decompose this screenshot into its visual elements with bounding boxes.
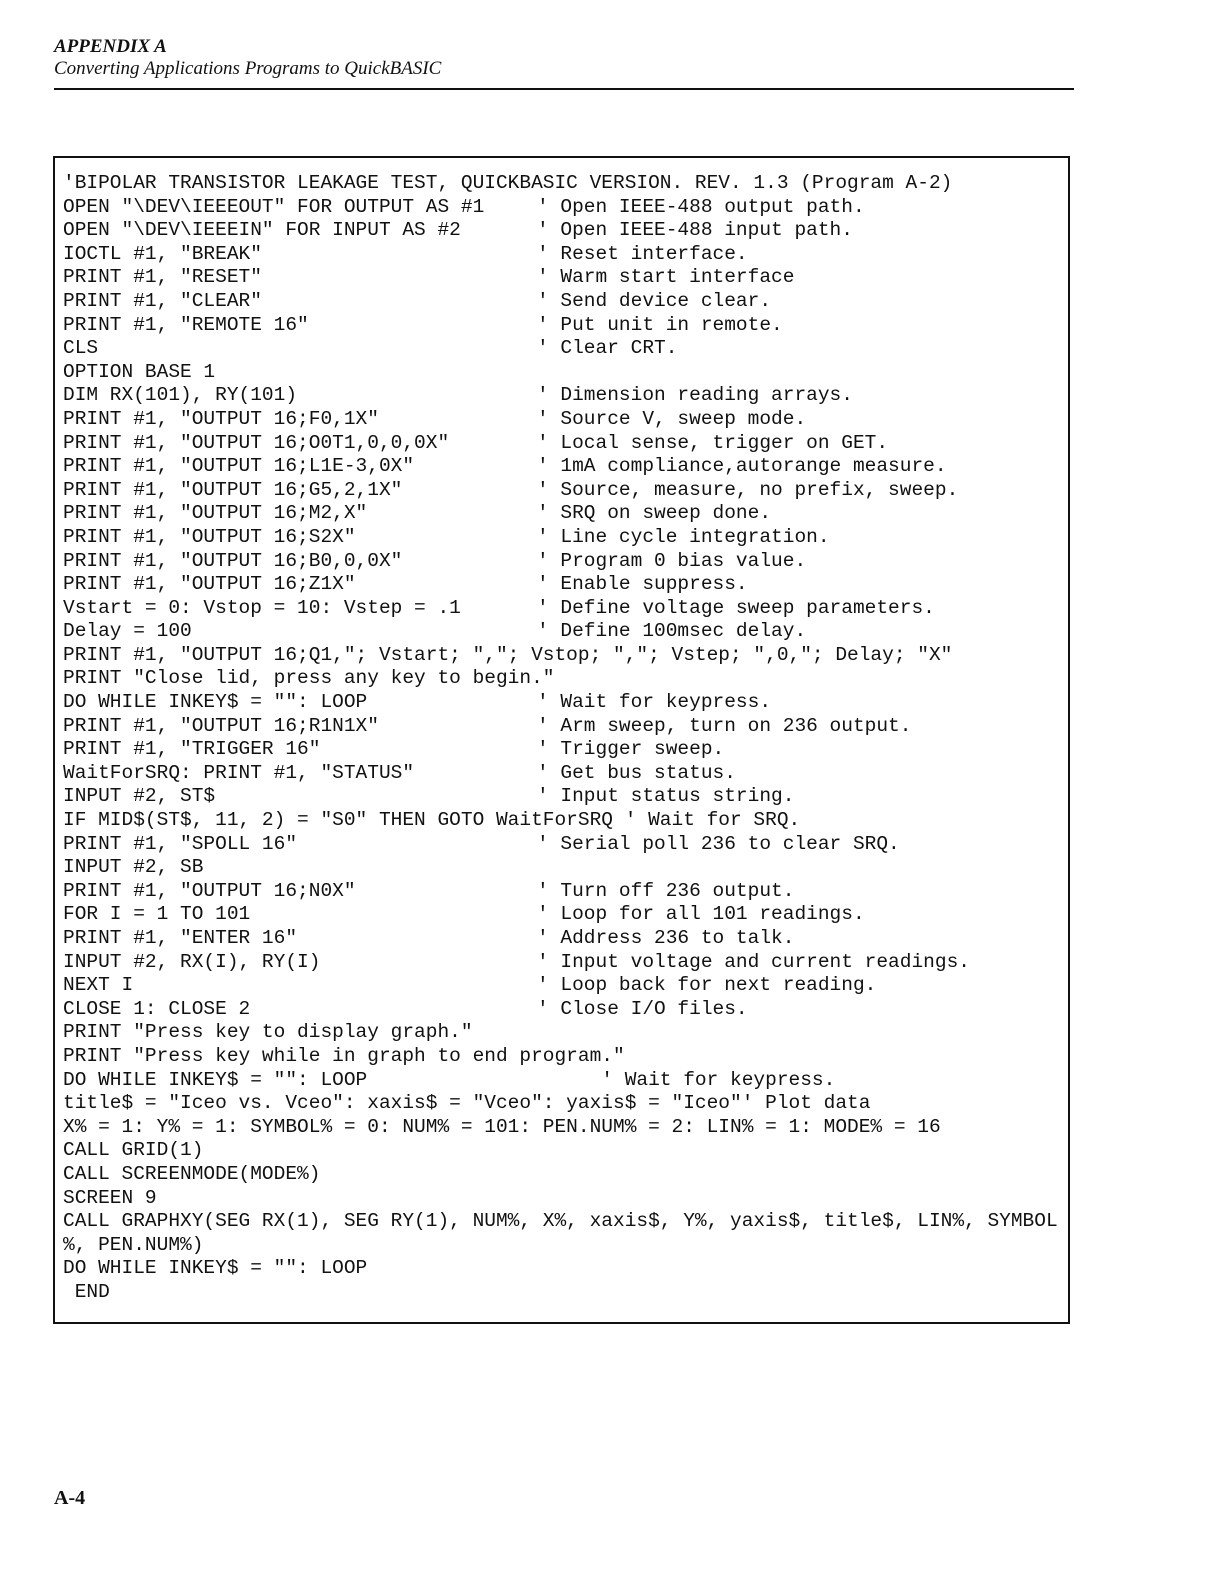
code-statement: OPEN "\DEV\IEEEIN" FOR INPUT AS #2 <box>63 219 461 242</box>
code-comment: ' Define voltage sweep parameters. <box>537 596 935 619</box>
code-statement: SCREEN 9 <box>63 1186 157 1209</box>
code-statement: PRINT #1, "TRIGGER 16" <box>63 738 321 761</box>
code-line <box>63 361 1063 385</box>
code-statement: NEXT I <box>63 974 134 997</box>
code-statement: X% = 1: Y% = 1: SYMBOL% = 0: NUM% = 101: PEN.NUM% = 2: LIN% = 1: MODE% = 16 <box>63 1115 941 1138</box>
code-line <box>63 998 1063 1022</box>
code-statement: IF MID$(ST$, 11, 2) = "S0" THEN GOTO WaitForSRQ ' Wait for SRQ. <box>63 809 801 832</box>
code-line <box>63 455 1063 479</box>
code-line <box>63 1092 1063 1116</box>
code-line <box>63 785 1063 809</box>
page-header <box>54 36 1074 80</box>
code-statement: IOCTL #1, "BREAK" <box>63 242 262 265</box>
code-comment: ' Trigger sweep. <box>537 738 725 761</box>
code-comment: ' Dimension reading arrays. <box>537 384 853 407</box>
code-line <box>63 196 1063 220</box>
code-statement: DO WHILE INKEY$ = "": LOOP <box>63 691 368 714</box>
code-line <box>63 243 1063 267</box>
code-line <box>63 290 1063 314</box>
code-line <box>63 314 1063 338</box>
code-statement: CALL GRAPHXY(SEG RX(1), SEG RY(1), NUM%, X%, xaxis$, Y%, yaxis$, title$, LIN%, SYMBOL <box>63 1210 1058 1233</box>
code-line <box>63 172 1063 196</box>
code-statement: DO WHILE INKEY$ = "": LOOP ' Wait for keypress. <box>63 1068 836 1091</box>
code-line <box>63 927 1063 951</box>
code-line <box>63 1139 1063 1163</box>
code-line <box>63 1281 1063 1305</box>
code-statement: Vstart = 0: Vstop = 10: Vstep = .1 <box>63 596 461 619</box>
code-statement: %, PEN.NUM%) <box>63 1233 204 1256</box>
code-comment: ' Turn off 236 output. <box>537 879 795 902</box>
code-line <box>63 550 1063 574</box>
code-comment: ' Wait for keypress. <box>537 691 772 714</box>
code-line <box>63 432 1063 456</box>
code-line <box>63 1116 1063 1140</box>
code-statement: PRINT #1, "OUTPUT 16;Z1X" <box>63 573 356 596</box>
code-statement: PRINT "Press key to display graph." <box>63 1021 473 1044</box>
code-line <box>63 479 1063 503</box>
code-comment: ' Input status string. <box>537 785 795 808</box>
appendix-subtitle: Converting Applications Programs to QuickBASIC <box>54 58 442 79</box>
code-statement: CALL GRID(1) <box>63 1139 204 1162</box>
code-comment: ' Open IEEE-488 input path. <box>537 219 853 242</box>
code-line <box>63 809 1063 833</box>
page-number: A-4 <box>54 1487 86 1509</box>
code-comment: ' Clear CRT. <box>537 337 678 360</box>
code-line <box>63 833 1063 857</box>
code-line <box>63 951 1063 975</box>
code-statement: INPUT #2, ST$ <box>63 785 216 808</box>
code-statement: INPUT #2, RX(I), RY(I) <box>63 950 321 973</box>
code-line <box>63 880 1063 904</box>
code-comment: ' Local sense, trigger on GET. <box>537 431 889 454</box>
code-line <box>63 1045 1063 1069</box>
code-line <box>63 1187 1063 1211</box>
code-statement: PRINT #1, "RESET" <box>63 266 262 289</box>
code-line <box>63 597 1063 621</box>
code-line <box>63 762 1063 786</box>
code-comment: ' Put unit in remote. <box>537 313 783 336</box>
code-line <box>63 1234 1063 1258</box>
code-line <box>63 502 1063 526</box>
code-statement: OPEN "\DEV\IEEEOUT" FOR OUTPUT AS #1 <box>63 195 485 218</box>
code-line <box>63 1069 1063 1093</box>
code-line <box>63 573 1063 597</box>
code-statement: INPUT #2, SB <box>63 856 204 879</box>
code-line <box>63 384 1063 408</box>
code-statement: PRINT #1, "OUTPUT 16;L1E-3,0X" <box>63 455 415 478</box>
code-statement: DO WHILE INKEY$ = "": LOOP <box>63 1257 368 1280</box>
appendix-label: APPENDIX A <box>54 36 167 57</box>
code-comment: ' 1mA compliance,autorange measure. <box>537 455 947 478</box>
code-line <box>63 1257 1063 1281</box>
code-comment: ' SRQ on sweep done. <box>537 502 772 525</box>
code-line <box>63 691 1063 715</box>
code-statement: WaitForSRQ: PRINT #1, "STATUS" <box>63 761 415 784</box>
code-statement: PRINT #1, "OUTPUT 16;R1N1X" <box>63 714 379 737</box>
code-statement: CLS <box>63 337 99 360</box>
code-statement: PRINT #1, "OUTPUT 16;M2,X" <box>63 502 368 525</box>
code-statement: PRINT #1, "OUTPUT 16;O0T1,0,0,0X" <box>63 431 450 454</box>
code-comment: ' Line cycle integration. <box>537 525 830 548</box>
code-line <box>63 337 1063 361</box>
code-statement: PRINT "Press key while in graph to end program." <box>63 1044 625 1067</box>
code-comment: ' Serial poll 236 to clear SRQ. <box>537 832 900 855</box>
code-comment: ' Close I/O files. <box>537 997 748 1020</box>
code-line <box>63 526 1063 550</box>
code-comment: ' Arm sweep, turn on 236 output. <box>537 714 912 737</box>
code-statement: PRINT #1, "OUTPUT 16;S2X" <box>63 525 356 548</box>
code-statement: 'BIPOLAR TRANSISTOR LEAKAGE TEST, QUICKBASIC VERSION. REV. 1.3 (Program A-2) <box>63 172 953 194</box>
code-comment: ' Define 100msec delay. <box>537 620 807 643</box>
code-line <box>63 974 1063 998</box>
code-comment: ' Send device clear. <box>537 289 772 312</box>
code-comment: ' Enable suppress. <box>537 573 748 596</box>
code-statement: CALL SCREENMODE(MODE%) <box>63 1162 321 1185</box>
code-statement: Delay = 100 <box>63 620 192 643</box>
code-comment: ' Address 236 to talk. <box>537 927 795 949</box>
code-line <box>63 408 1063 432</box>
code-line <box>63 620 1063 644</box>
code-line <box>63 903 1063 927</box>
code-comment: ' Input voltage and current readings. <box>537 950 970 973</box>
code-statement: PRINT #1, "OUTPUT 16;N0X" <box>63 879 356 902</box>
program-listing <box>63 172 1063 1305</box>
code-statement: PRINT #1, "OUTPUT 16;Q1,"; Vstart; ","; Vstop; ","; Vstep; ",0,"; Delay; "X" <box>63 643 953 666</box>
code-statement: END <box>63 1280 110 1303</box>
code-line <box>63 667 1063 691</box>
code-statement: PRINT #1, "SPOLL 16" <box>63 832 298 855</box>
code-comment: ' Open IEEE-488 output path. <box>537 195 865 218</box>
code-statement: PRINT #1, "OUTPUT 16;G5,2,1X" <box>63 478 403 501</box>
code-statement: PRINT #1, "CLEAR" <box>63 289 262 312</box>
code-line <box>63 266 1063 290</box>
code-statement: FOR I = 1 TO 101 <box>63 903 251 926</box>
header-rule <box>54 88 1074 90</box>
code-comment: ' Source V, sweep mode. <box>537 407 807 430</box>
code-comment: ' Program 0 bias value. <box>537 549 807 572</box>
code-statement: PRINT #1, "OUTPUT 16;B0,0,0X" <box>63 549 403 572</box>
code-statement: CLOSE 1: CLOSE 2 <box>63 997 251 1020</box>
code-statement: title$ = "Iceo vs. Vceo": xaxis$ = "Vceo": yaxis$ = "Iceo"' Plot data <box>63 1092 871 1115</box>
code-line <box>63 1210 1063 1234</box>
code-line <box>63 219 1063 243</box>
code-statement: PRINT #1, "ENTER 16" <box>63 927 298 949</box>
code-statement: PRINT "Close lid, press any key to begin." <box>63 667 555 690</box>
code-comment: ' Source, measure, no prefix, sweep. <box>537 478 959 501</box>
code-line <box>63 856 1063 880</box>
code-statement: PRINT #1, "REMOTE 16" <box>63 313 309 336</box>
code-comment: ' Warm start interface <box>537 266 795 289</box>
code-comment: ' Loop back for next reading. <box>537 974 877 997</box>
code-comment: ' Loop for all 101 readings. <box>537 903 865 926</box>
code-line <box>63 1163 1063 1187</box>
code-line <box>63 1021 1063 1045</box>
code-statement: OPTION BASE 1 <box>63 360 216 383</box>
code-line <box>63 715 1063 739</box>
code-line <box>63 738 1063 762</box>
code-line <box>63 644 1063 668</box>
program-listing-box <box>53 156 1070 1324</box>
code-statement: PRINT #1, "OUTPUT 16;F0,1X" <box>63 407 379 430</box>
code-comment: ' Get bus status. <box>537 761 736 784</box>
code-statement: DIM RX(101), RY(101) <box>63 384 298 407</box>
code-comment: ' Reset interface. <box>537 242 748 265</box>
